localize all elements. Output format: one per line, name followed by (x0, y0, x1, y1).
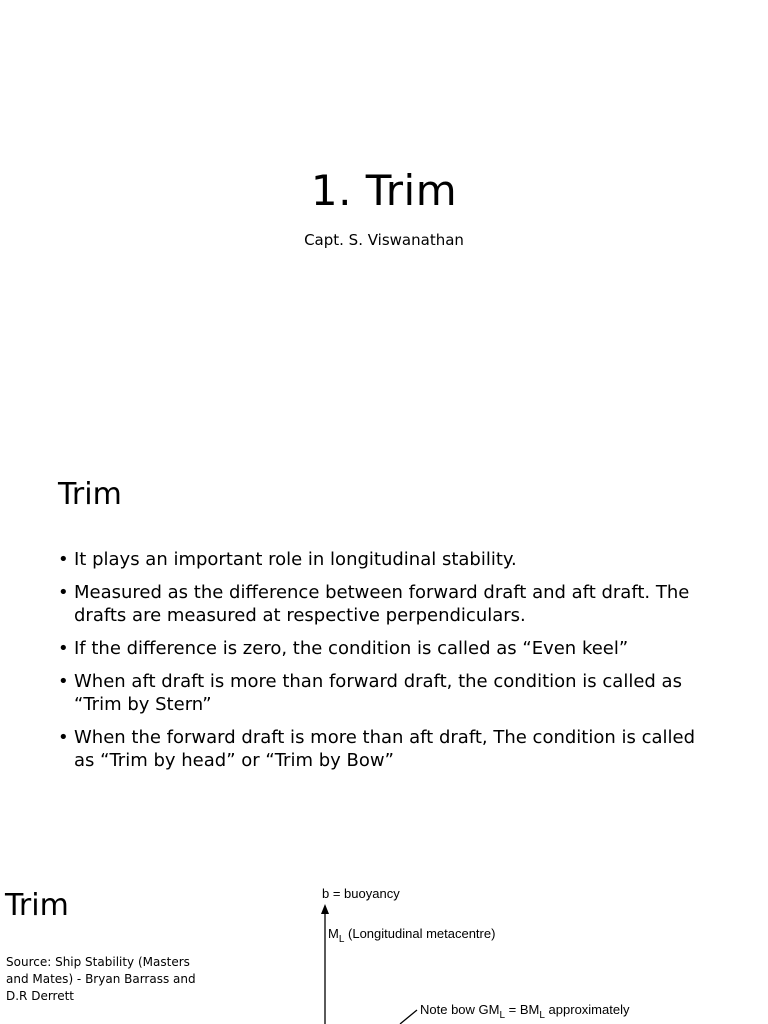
slide-heading: Trim (58, 477, 122, 512)
bullet-icon: • (58, 638, 69, 659)
list-item-text: If the difference is zero, the condition is called as “Even keel” (74, 638, 629, 659)
slide-trim-definition (0, 432, 768, 864)
list-item (58, 726, 718, 772)
arrow-up-icon (321, 904, 329, 914)
list-item-text: When aft draft is more than forward draft, the condition is called as “Trim by Stern” (74, 671, 682, 715)
list-item (58, 581, 718, 627)
bullet-icon: • (58, 582, 69, 603)
bullet-icon: • (58, 671, 69, 692)
list-item (58, 548, 718, 571)
slide-trim-diagram (0, 864, 768, 1024)
slide-title (0, 0, 768, 432)
slide-heading: Trim (5, 888, 69, 923)
pointer-line (400, 1010, 417, 1024)
list-item-text: It plays an important role in longitudinal stability. (74, 549, 517, 570)
trim-diagram (290, 882, 730, 1024)
metacentre-label: $M_L$ (Longitudinal metacentre) (328, 926, 496, 945)
list-item (58, 670, 718, 716)
bullet-icon: • (58, 727, 69, 748)
bullet-list (58, 548, 718, 782)
list-item (58, 637, 718, 660)
buoyancy-label: b = buoyancy (322, 886, 400, 901)
bullet-icon: • (58, 549, 69, 570)
note-label: Note bow $GM_L = BM_L$ approximately (420, 1002, 630, 1021)
source-citation: Source: Ship Stability (Masters and Mates) - Bryan Barrass and D.R Derrett (6, 955, 196, 1003)
list-item-text: When the forward draft is more than aft draft, The condition is called as “Trim by head” or “Trim by Bow” (74, 727, 696, 771)
author-name: Capt. S. Viswanathan (304, 231, 464, 249)
list-item-text: Measured as the difference between forward draft and aft draft. The drafts are measured at respective perpendiculars. (74, 582, 690, 626)
page-title: 1. Trim (310, 166, 458, 215)
